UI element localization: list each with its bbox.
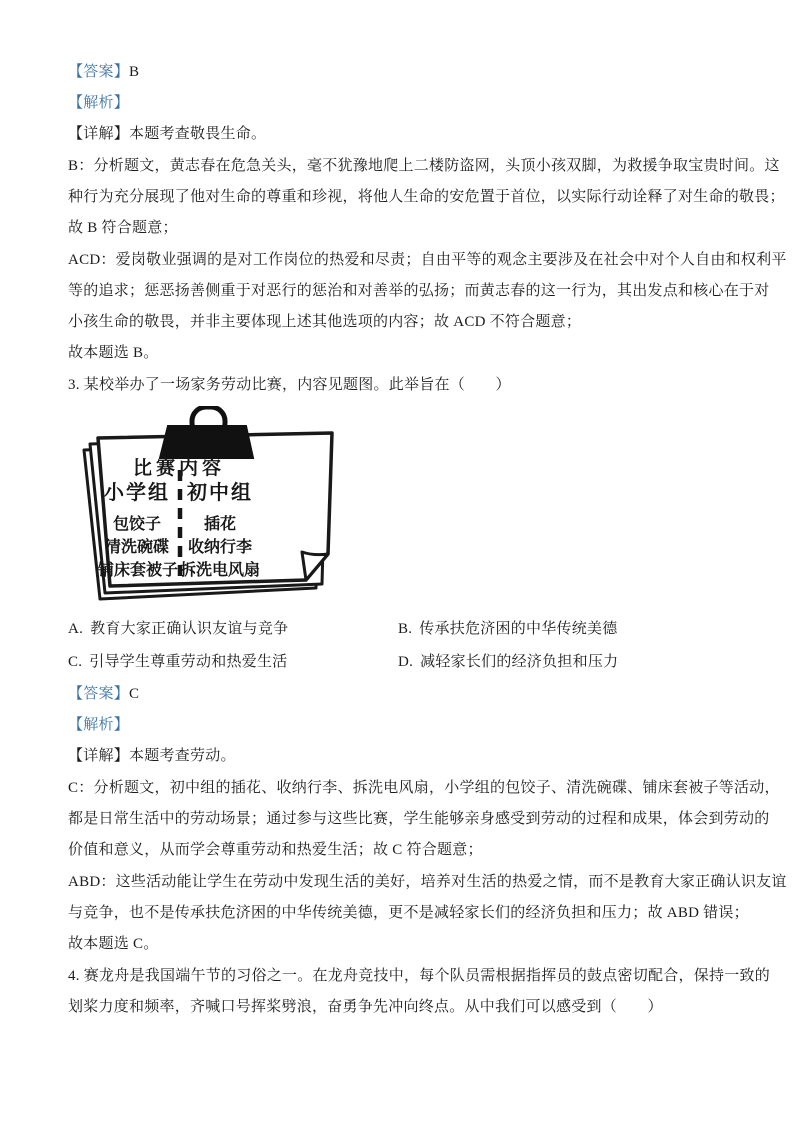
figure-item: 插花 bbox=[203, 516, 236, 533]
figure-item: 清洗碗碟 bbox=[104, 539, 169, 556]
question-3-stem: 3. 某校举办了一场家务劳动比赛，内容见题图。此举旨在（ ） bbox=[68, 377, 511, 393]
answer-label: 【答案】 bbox=[68, 64, 130, 80]
option-text: 教育大家正确认识友谊与竞争 bbox=[90, 621, 289, 637]
answer-value: B bbox=[129, 64, 140, 80]
question-3-options bbox=[68, 613, 733, 678]
figure-title: 比赛内容 bbox=[132, 458, 225, 479]
option-c bbox=[68, 646, 398, 679]
explanation-paragraph-c bbox=[68, 773, 780, 866]
explanation-line: 价值和意义，从而学会尊重劳动和热爱生活；故 C 符合题意； bbox=[68, 842, 483, 858]
question-4-stem bbox=[68, 961, 771, 1023]
option-d bbox=[398, 646, 733, 679]
explanation-line: C：分析题文，初中组的插花、收纳行李、拆洗电风扇，小学组的包饺子、清洗碗碟、铺床套被子等活动， bbox=[68, 780, 780, 796]
explanation-line: 等的追求；惩恶扬善侧重于对恶行的惩治和对善举的弘扬；而黄志春的这一行为，其出发点和核心在于对 bbox=[68, 283, 770, 299]
explanation-line: ABD：这些活动能让学生在劳动中发现生活的美好，培养对生活的热爱之情，而不是教育大家正确认识友谊 bbox=[68, 874, 787, 890]
explanation-paragraph-abd bbox=[68, 867, 787, 960]
figure-column-primary bbox=[98, 480, 179, 582]
detail-heading: 【详解】本题考查劳动。 bbox=[68, 748, 236, 764]
explanation-line: 都是日常生活中的劳动场景；通过参与这些比赛，学生能够亲身感受到劳动的过程和成果，体会到劳动的 bbox=[68, 811, 770, 827]
option-label: C. bbox=[68, 653, 83, 670]
answer-line-q2 bbox=[68, 57, 733, 88]
explanation-line: 小孩生命的敬畏，并非主要体现上述其他选项的内容；故 ACD 不符合题意； bbox=[68, 314, 582, 330]
question-stem-line: 4. 赛龙舟是我国端午节的习俗之一。在龙舟竞技中，每个队员需根据指挥员的鼓点密切配合，保持一致的 bbox=[68, 968, 771, 984]
conclusion-line: 故本题选 B。 bbox=[68, 345, 159, 361]
answer-label: 【答案】 bbox=[68, 686, 130, 702]
explanation-paragraph-b bbox=[68, 151, 785, 244]
explanation-line: B：分析题文，黄志春在危急关头，毫不犹豫地爬上二楼防盗网，头顶小孩双脚，为救援争取宝贵时间。这 bbox=[68, 158, 780, 174]
option-a bbox=[68, 613, 398, 646]
notepad-figure bbox=[74, 406, 346, 608]
figure-column-header: 初中组 bbox=[187, 482, 253, 504]
option-b bbox=[398, 613, 733, 646]
detail-heading: 【详解】本题考查敬畏生命。 bbox=[68, 126, 267, 142]
explanation-line: ACD：爱岗敬业强调的是对工作岗位的热爱和尽责；自由平等的观念主要涉及在社会中对个人自由和权利平 bbox=[68, 252, 787, 268]
analysis-label: 【解析】 bbox=[68, 95, 130, 111]
figure-item: 铺床套被子 bbox=[98, 562, 179, 579]
question-stem-line: 划桨力度和频率，齐喊口号挥桨劈浪，奋勇争先冲向终点。从中我们可以感受到（ ） bbox=[68, 999, 663, 1015]
option-text: 传承扶危济困的中华传统美德 bbox=[419, 621, 618, 637]
figure-column-header: 小学组 bbox=[104, 482, 170, 504]
answer-value: C bbox=[129, 686, 140, 702]
option-label: B. bbox=[398, 621, 413, 637]
figure-column-junior bbox=[176, 480, 264, 582]
explanation-line: 与竞争，也不是传承扶危济困的中华传统美德，更不是减轻家长们的经济负担和压力；故 ABD 错误； bbox=[68, 905, 749, 921]
figure-item: 包饺子 bbox=[112, 516, 161, 533]
option-text: 减轻家长们的经济负担和压力 bbox=[420, 653, 619, 670]
analysis-label: 【解析】 bbox=[68, 717, 130, 733]
figure-columns bbox=[98, 480, 264, 582]
figure-item: 收纳行李 bbox=[187, 539, 252, 556]
explanation-line: 种行为充分展现了他对生命的尊重和珍视，将他人生命的安危置于首位，以实际行动诠释了对生命的敬畏； bbox=[68, 189, 785, 205]
explanation-line: 故 B 符合题意； bbox=[68, 220, 178, 236]
option-label: D. bbox=[398, 653, 414, 670]
option-text: 引导学生尊重劳动和热爱生活 bbox=[89, 653, 288, 670]
conclusion-line: 故本题选 C。 bbox=[68, 936, 159, 952]
answer-line-q3 bbox=[68, 679, 733, 710]
figure-item: 拆洗电风扇 bbox=[179, 562, 260, 579]
option-label: A. bbox=[68, 621, 84, 637]
explanation-paragraph-acd bbox=[68, 245, 787, 369]
